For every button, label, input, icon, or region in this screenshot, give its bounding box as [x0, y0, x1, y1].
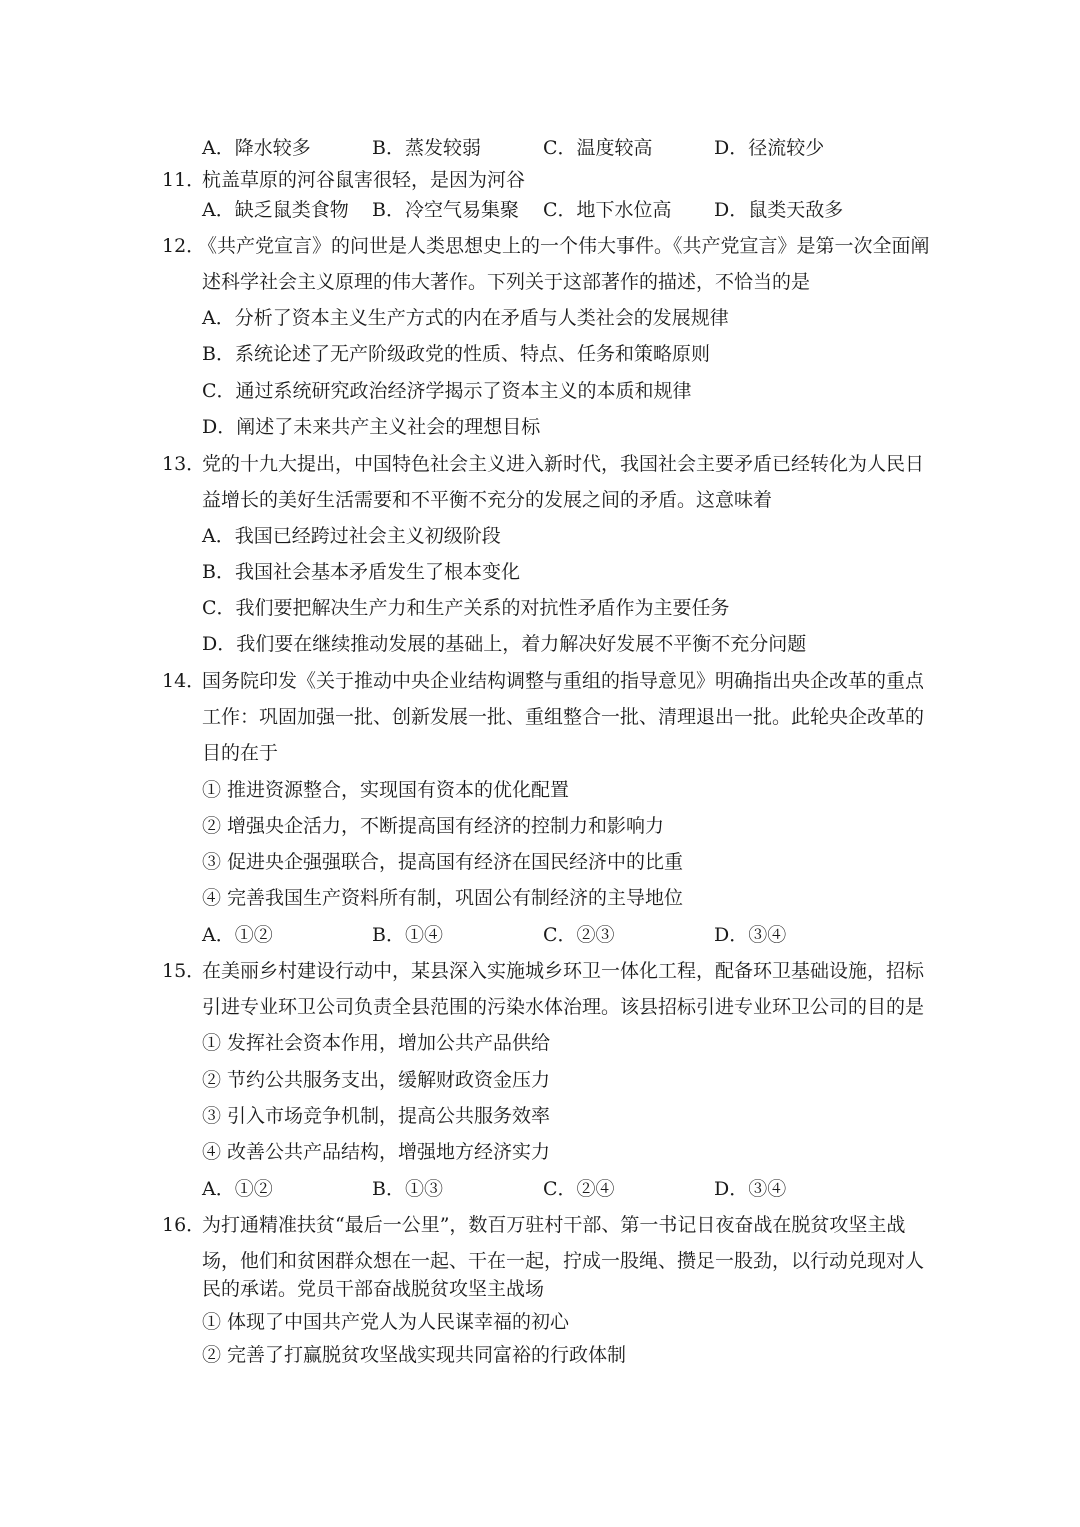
q13-number: 13． [162, 453, 206, 475]
q12-stem-line-2: 述科学社会主义原理的伟大著作。下列关于这部著作的描述，不恰当的是 [202, 271, 811, 293]
q14-statement-2: ② 增强央企活力，不断提高国有经济的控制力和影响力 [202, 815, 665, 837]
q11-option-b: B．冷空气易集聚 [372, 199, 519, 221]
q13-stem-line-1: 党的十九大提出，中国特色社会主义进入新时代，我国社会主要矛盾已经转化为人民日 [202, 453, 925, 475]
q12-option-a: A．分析了资本主义生产方式的内在矛盾与人类社会的发展规律 [202, 307, 729, 329]
q15-option-d: D．③④ [714, 1178, 787, 1200]
q15-statement-4: ④ 改善公共产品结构，增强地方经济实力 [202, 1141, 551, 1163]
q14-option-d: D．③④ [714, 924, 787, 946]
q16-statement-1: ① 体现了中国共产党人为人民谋幸福的初心 [202, 1311, 570, 1333]
q14-number: 14． [162, 670, 206, 692]
q10-options [202, 136, 922, 160]
q12-option-c: C．通过系统研究政治经济学揭示了资本主义的本质和规律 [202, 380, 692, 402]
q13-option-a: A．我国已经跨过社会主义初级阶段 [202, 525, 501, 547]
q15-options [202, 1177, 922, 1201]
q14-stem-line-3: 目的在于 [202, 742, 279, 764]
q11-options [202, 198, 922, 222]
q16-stem-line-1: 为打通精准扶贫“最后一公里”，数百万驻村干部、第一书记日夜奋战在脱贫攻坚主战 [202, 1214, 906, 1236]
q12-number: 12． [162, 235, 206, 257]
q14-options [202, 923, 922, 947]
q14-option-a: A．①② [202, 924, 273, 946]
q16-stem-line-2: 场，他们和贫困群众想在一起、干在一起，拧成一股绳、攒足一股劲，以行动兑现对人 [202, 1250, 925, 1272]
q15-statement-2: ② 节约公共服务支出，缓解财政资金压力 [202, 1069, 551, 1091]
q13-option-d: D．我们要在继续推动发展的基础上，着力解决好发展不平衡不充分问题 [202, 633, 807, 655]
q15-number: 15． [162, 960, 206, 982]
q16-statement-2: ② 完善了打赢脱贫攻坚战实现共同富裕的行政体制 [202, 1344, 627, 1366]
q10-option-a: A．降水较多 [202, 137, 311, 159]
q13-stem-line-2: 益增长的美好生活需要和不平衡不充分的发展之间的矛盾。这意味着 [202, 489, 773, 511]
q11-number: 11． [162, 169, 206, 191]
q15-statement-1: ① 发挥社会资本作用，增加公共产品供给 [202, 1032, 551, 1054]
q10-option-d: D．径流较少 [714, 137, 825, 159]
q12-option-b: B．系统论述了无产阶级政党的性质、特点、任务和策略原则 [202, 343, 710, 365]
q13-option-b: B．我国社会基本矛盾发生了根本变化 [202, 561, 520, 583]
q12-option-d: D．阐述了未来共产主义社会的理想目标 [202, 416, 541, 438]
q11-option-c: C．地下水位高 [543, 199, 672, 221]
q10-option-c: C．温度较高 [543, 137, 653, 159]
q14-option-c: C．②③ [543, 924, 615, 946]
q15-option-c: C．②④ [543, 1178, 615, 1200]
q16-number: 16． [162, 1214, 206, 1236]
q10-option-b: B．蒸发较弱 [372, 137, 481, 159]
q12-stem-line-1: 《共产党宣言》的问世是人类思想史上的一个伟大事件。《共产党宣言》是第一次全面阐 [198, 235, 930, 257]
q15-stem-line-1: 在美丽乡村建设行动中，某县深入实施城乡环卫一体化工程，配备环卫基础设施，招标 [202, 960, 925, 982]
q15-stem-line-2: 引进专业环卫公司负责全县范围的污染水体治理。该县招标引进专业环卫公司的目的是 [202, 996, 925, 1018]
q15-option-b: B．①③ [372, 1178, 443, 1200]
q11-option-a: A．缺乏鼠类食物 [202, 199, 349, 221]
q11-stem: 杭盖草原的河谷鼠害很轻，是因为河谷 [202, 169, 526, 191]
q13-option-c: C．我们要把解决生产力和生产关系的对抗性矛盾作为主要任务 [202, 597, 730, 619]
q15-statement-3: ③ 引入市场竞争机制，提高公共服务效率 [202, 1105, 551, 1127]
q14-statement-1: ① 推进资源整合，实现国有资本的优化配置 [202, 779, 570, 801]
q14-stem-line-1: 国务院印发《关于推动中央企业结构调整与重组的指导意见》明确指出央企改革的重点 [202, 670, 925, 692]
q11-option-d: D．鼠类天敌多 [714, 199, 844, 221]
q14-option-b: B．①④ [372, 924, 443, 946]
q15-option-a: A．①② [202, 1178, 273, 1200]
q14-statement-4: ④ 完善我国生产资料所有制，巩固公有制经济的主导地位 [202, 887, 684, 909]
q16-stem-line-3: 民的承诺。党员干部奋战脱贫攻坚主战场 [202, 1278, 545, 1300]
q14-stem-line-2: 工作：巩固加强一批、创新发展一批、重组整合一批、清理退出一批。此轮央企改革的 [202, 706, 925, 728]
q14-statement-3: ③ 促进央企强强联合，提高国有经济在国民经济中的比重 [202, 851, 684, 873]
